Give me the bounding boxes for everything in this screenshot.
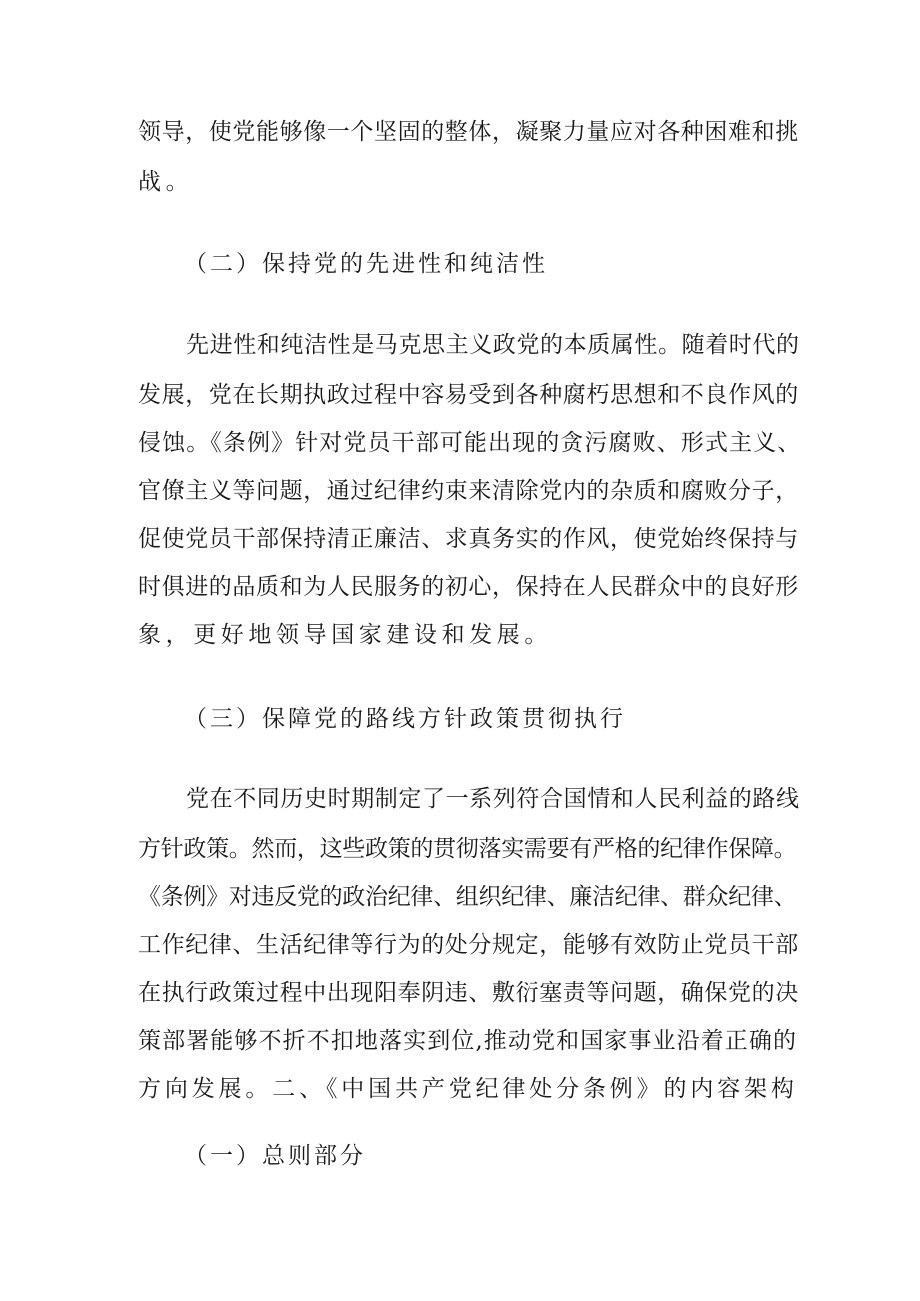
paragraph-line: 先进性和纯洁性是马克思主义政党的本质属性。随着时代的 bbox=[186, 332, 800, 358]
paragraph-line: 党在不同历史时期制定了一系列符合国情和人民利益的路线 bbox=[186, 786, 800, 812]
paragraph-line: 促使党员干部保持清正廉洁、求真务实的作风，使党始终保持与 bbox=[138, 526, 799, 552]
paragraph-line: 策部署能够不折不扣地落实到位,推动党和国家事业沿着正确的 bbox=[138, 1028, 798, 1054]
paragraph-line: 在执行政策过程中出现阳奉阴违、敷衍塞责等问题，确保党的决 bbox=[138, 980, 799, 1006]
paragraph-line: 战。 bbox=[138, 169, 194, 195]
paragraph-line: 发展，党在长期执政过程中容易受到各种腐朽思想和不良作风的 bbox=[138, 382, 799, 408]
paragraph-line: 象，更好地领导国家建设和发展。 bbox=[138, 622, 552, 648]
paragraph-line: 官僚主义等问题，通过纪律约束来清除党内的杂质和腐败分子， bbox=[138, 478, 799, 504]
section-heading: （三）保障党的路线方针政策贯彻执行 bbox=[184, 706, 626, 732]
section-heading: （二）保持党的先进性和纯洁性 bbox=[184, 251, 548, 277]
section-heading: （一）总则部分 bbox=[184, 1143, 366, 1169]
paragraph-line: 《条例》对违反党的政治纪律、组织纪律、廉洁纪律、群众纪律、 bbox=[138, 884, 797, 910]
paragraph-line: 侵蚀。《条例》针对党员干部可能出现的贪污腐败、形式主义、 bbox=[138, 430, 802, 456]
paragraph-line: 方向发展。二、《中国共产党纪律处分条例》的内容架构 bbox=[138, 1076, 798, 1102]
paragraph-line: 方针政策。然而，这些政策的贯彻落实需要有严格的纪律作保障。 bbox=[138, 836, 797, 862]
paragraph-line: 时俱进的品质和为人民服务的初心，保持在人民群众中的良好形 bbox=[138, 574, 799, 600]
paragraph-line: 工作纪律、生活纪律等行为的处分规定，能够有效防止党员干部 bbox=[138, 932, 799, 958]
paragraph-line: 领导，使党能够像一个坚固的整体，凝聚力量应对各种困难和挑 bbox=[138, 119, 799, 145]
